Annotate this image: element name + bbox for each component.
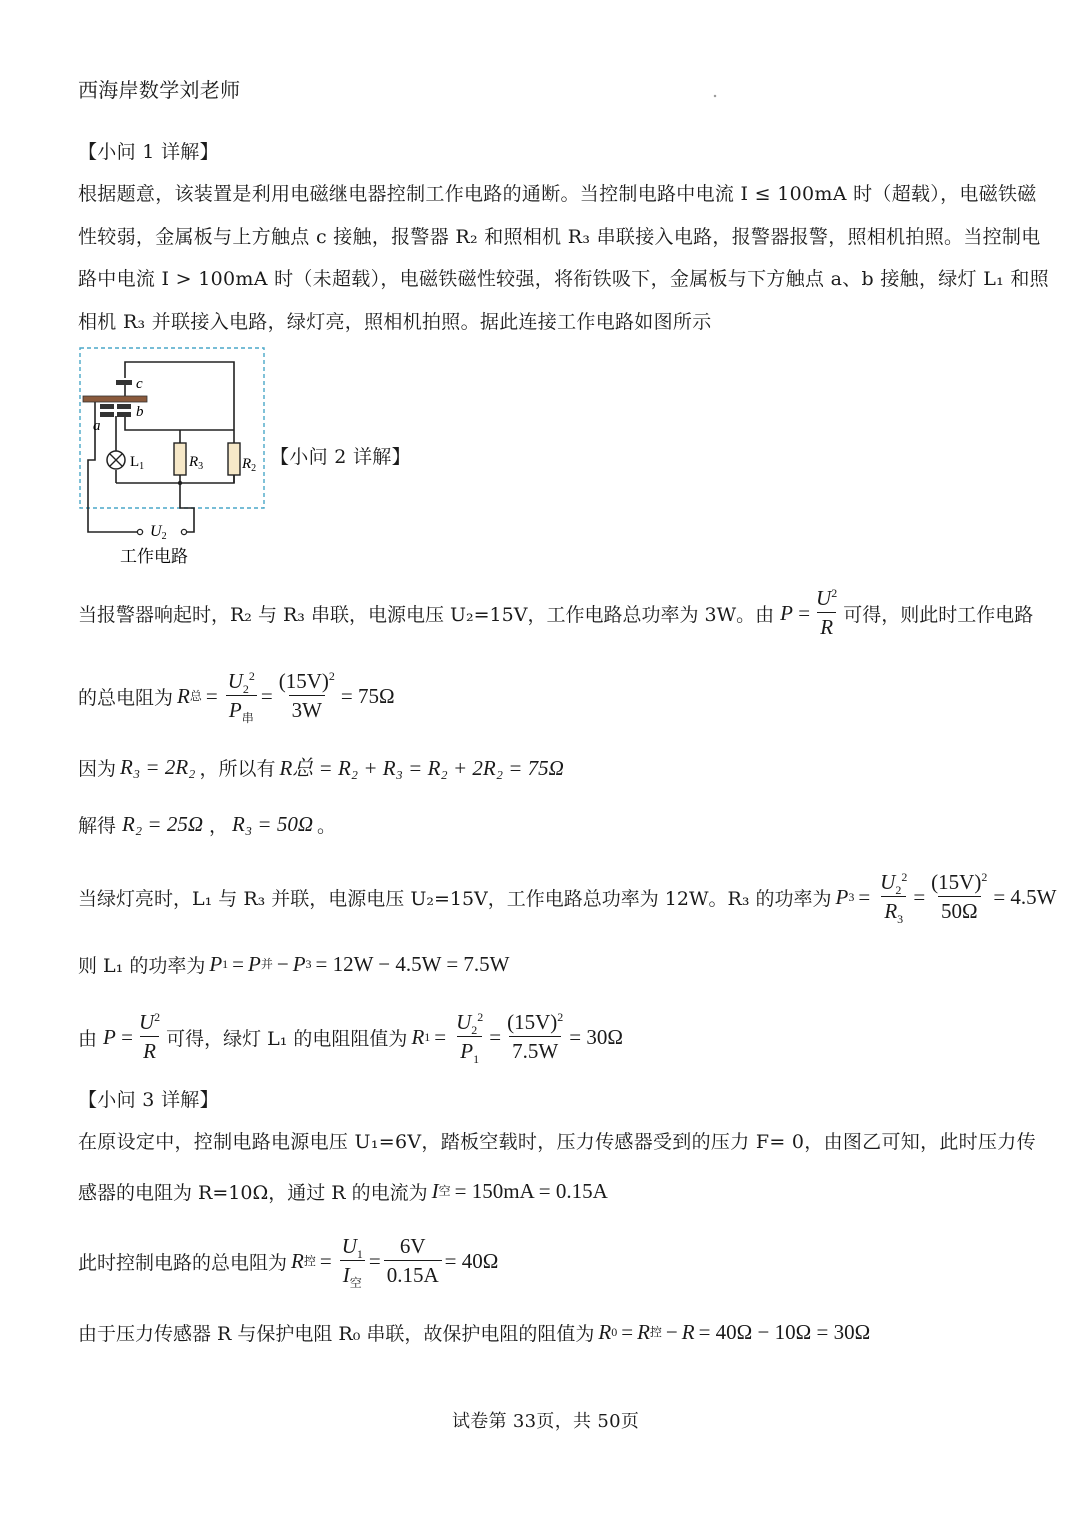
contact-c: [116, 380, 132, 385]
q2-line-2: 的总电阻为 R 总 = $\frac{U_2^2}{P_串}$ = $\frac{(15V)^2}{3W}$ = 75Ω: [78, 668, 395, 726]
q1-line-1: 根据题意，该装置是利用电磁继电器控制工作电路的通断。当控制电路中电流 I ≤ 100mA 时（超载），电磁铁磁: [78, 183, 1037, 205]
contact-a-top: [100, 404, 114, 409]
label-r2: $R_2$: [242, 456, 257, 474]
resistor-r2: [228, 443, 240, 475]
q1-line-2: 性较弱，金属板与上方触点 c 接触，报警器 R₂ 和照相机 R₃ 串联接入电路，报警器报警，照相机拍照。当控制电: [78, 226, 1041, 248]
contact-b-top: [117, 404, 131, 409]
q1-line-4: 相机 R₃ 并联接入电路，绿灯亮，照相机拍照。据此连接工作电路如图所示: [78, 311, 712, 333]
contact-a: [100, 412, 114, 417]
label-l1: $L_1$: [130, 454, 145, 472]
q2-line-3: 因为 R₃ = 2R₂ ，所以有 R总 = R₂ + R₃ = R₂ + 2R₂ = 75Ω: [78, 754, 564, 780]
q2-line-1: 当报警器响起时，R₂ 与 R₃ 串联，电源电压 U₂=15V，工作电路总功率为 3W。由 P = $\frac{U^2}{R}$ 可得，则此时工作电路: [78, 585, 1034, 639]
q2-line-4: 解得 R₂ = 25Ω ， R₃ = 50Ω 。: [78, 811, 337, 837]
label-u2: U2: [150, 523, 167, 542]
q3-line-3: 此时控制电路的总电阻为 R 控 = $\frac{U_1}{I_空}$ = $\frac{6V}{0.15A}$ = 40Ω: [78, 1233, 499, 1291]
label-c: c: [136, 376, 143, 392]
q3-line-1: 在原设定中，控制电路电源电压 U₁=6V，踏板空载时，压力传感器受到的压力 F= 0，由图乙可知，此时压力传: [78, 1131, 1036, 1153]
page-footer: 试卷第 33页，共 50页: [452, 1411, 640, 1432]
q2-line-7: 由 P = $\frac{U^2}{R}$ 可得，绿灯 L₁ 的电阻阻值为 R 1 = $\frac{U_2^2}{P_1}$ = $\frac{(15V)^2}{7.5W}$ = 30Ω: [78, 1009, 623, 1067]
terminal-right: [181, 529, 186, 534]
q3-line-4: 由于压力传感器 R 与保护电阻 R₀ 串联，故保护电阻的阻值为 R 0 = R 控 − R = 40Ω − 10Ω = 30Ω: [78, 1319, 871, 1345]
lamp-l1-icon: [107, 451, 125, 469]
dashed-border: [80, 348, 264, 508]
q3-heading: 【小问 3 详解】: [78, 1089, 219, 1111]
q2-line-6: 则 L₁ 的功率为 P 1 = P 并 − P 3 = 12W − 4.5W = 7.5W: [78, 951, 510, 977]
label-r3: $R_3$: [189, 454, 204, 472]
contact-b: [117, 412, 131, 417]
header-dot: .: [712, 80, 719, 102]
metal-plate: [83, 396, 147, 402]
header-author: 西海岸数学刘老师: [78, 78, 241, 102]
circuit-wires: [88, 362, 234, 532]
q2-heading: 【小问 2 详解】: [270, 446, 411, 468]
terminal-left: [137, 529, 142, 534]
q3-line-2: 感器的电阻为 R=10Ω，通过 R 的电流为 I 空 = 150mA = 0.15A: [78, 1178, 608, 1204]
diagram-caption: 工作电路: [120, 547, 188, 567]
circuit-diagram: [70, 340, 280, 575]
junction-dot: [178, 481, 182, 485]
q1-heading: 【小问 1 详解】: [78, 141, 219, 163]
resistor-r3: [174, 443, 186, 475]
q1-line-3: 路中电流 I > 100mA 时（未超载），电磁铁磁性较强，将衔铁吸下，金属板与下方触点 a、b 接触，绿灯 L₁ 和照: [78, 268, 1049, 290]
label-b: b: [136, 404, 144, 420]
q2-line-5: 当绿灯亮时，L₁ 与 R₃ 并联，电源电压 U₂=15V，工作电路总功率为 12W。R₃ 的功率为 P 3 = $\frac{U_2^2}{R_3}$ = $\frac{(15V)^2}{50\Omega}$ = 4.5W: [78, 869, 1057, 927]
label-a: a: [93, 418, 101, 434]
